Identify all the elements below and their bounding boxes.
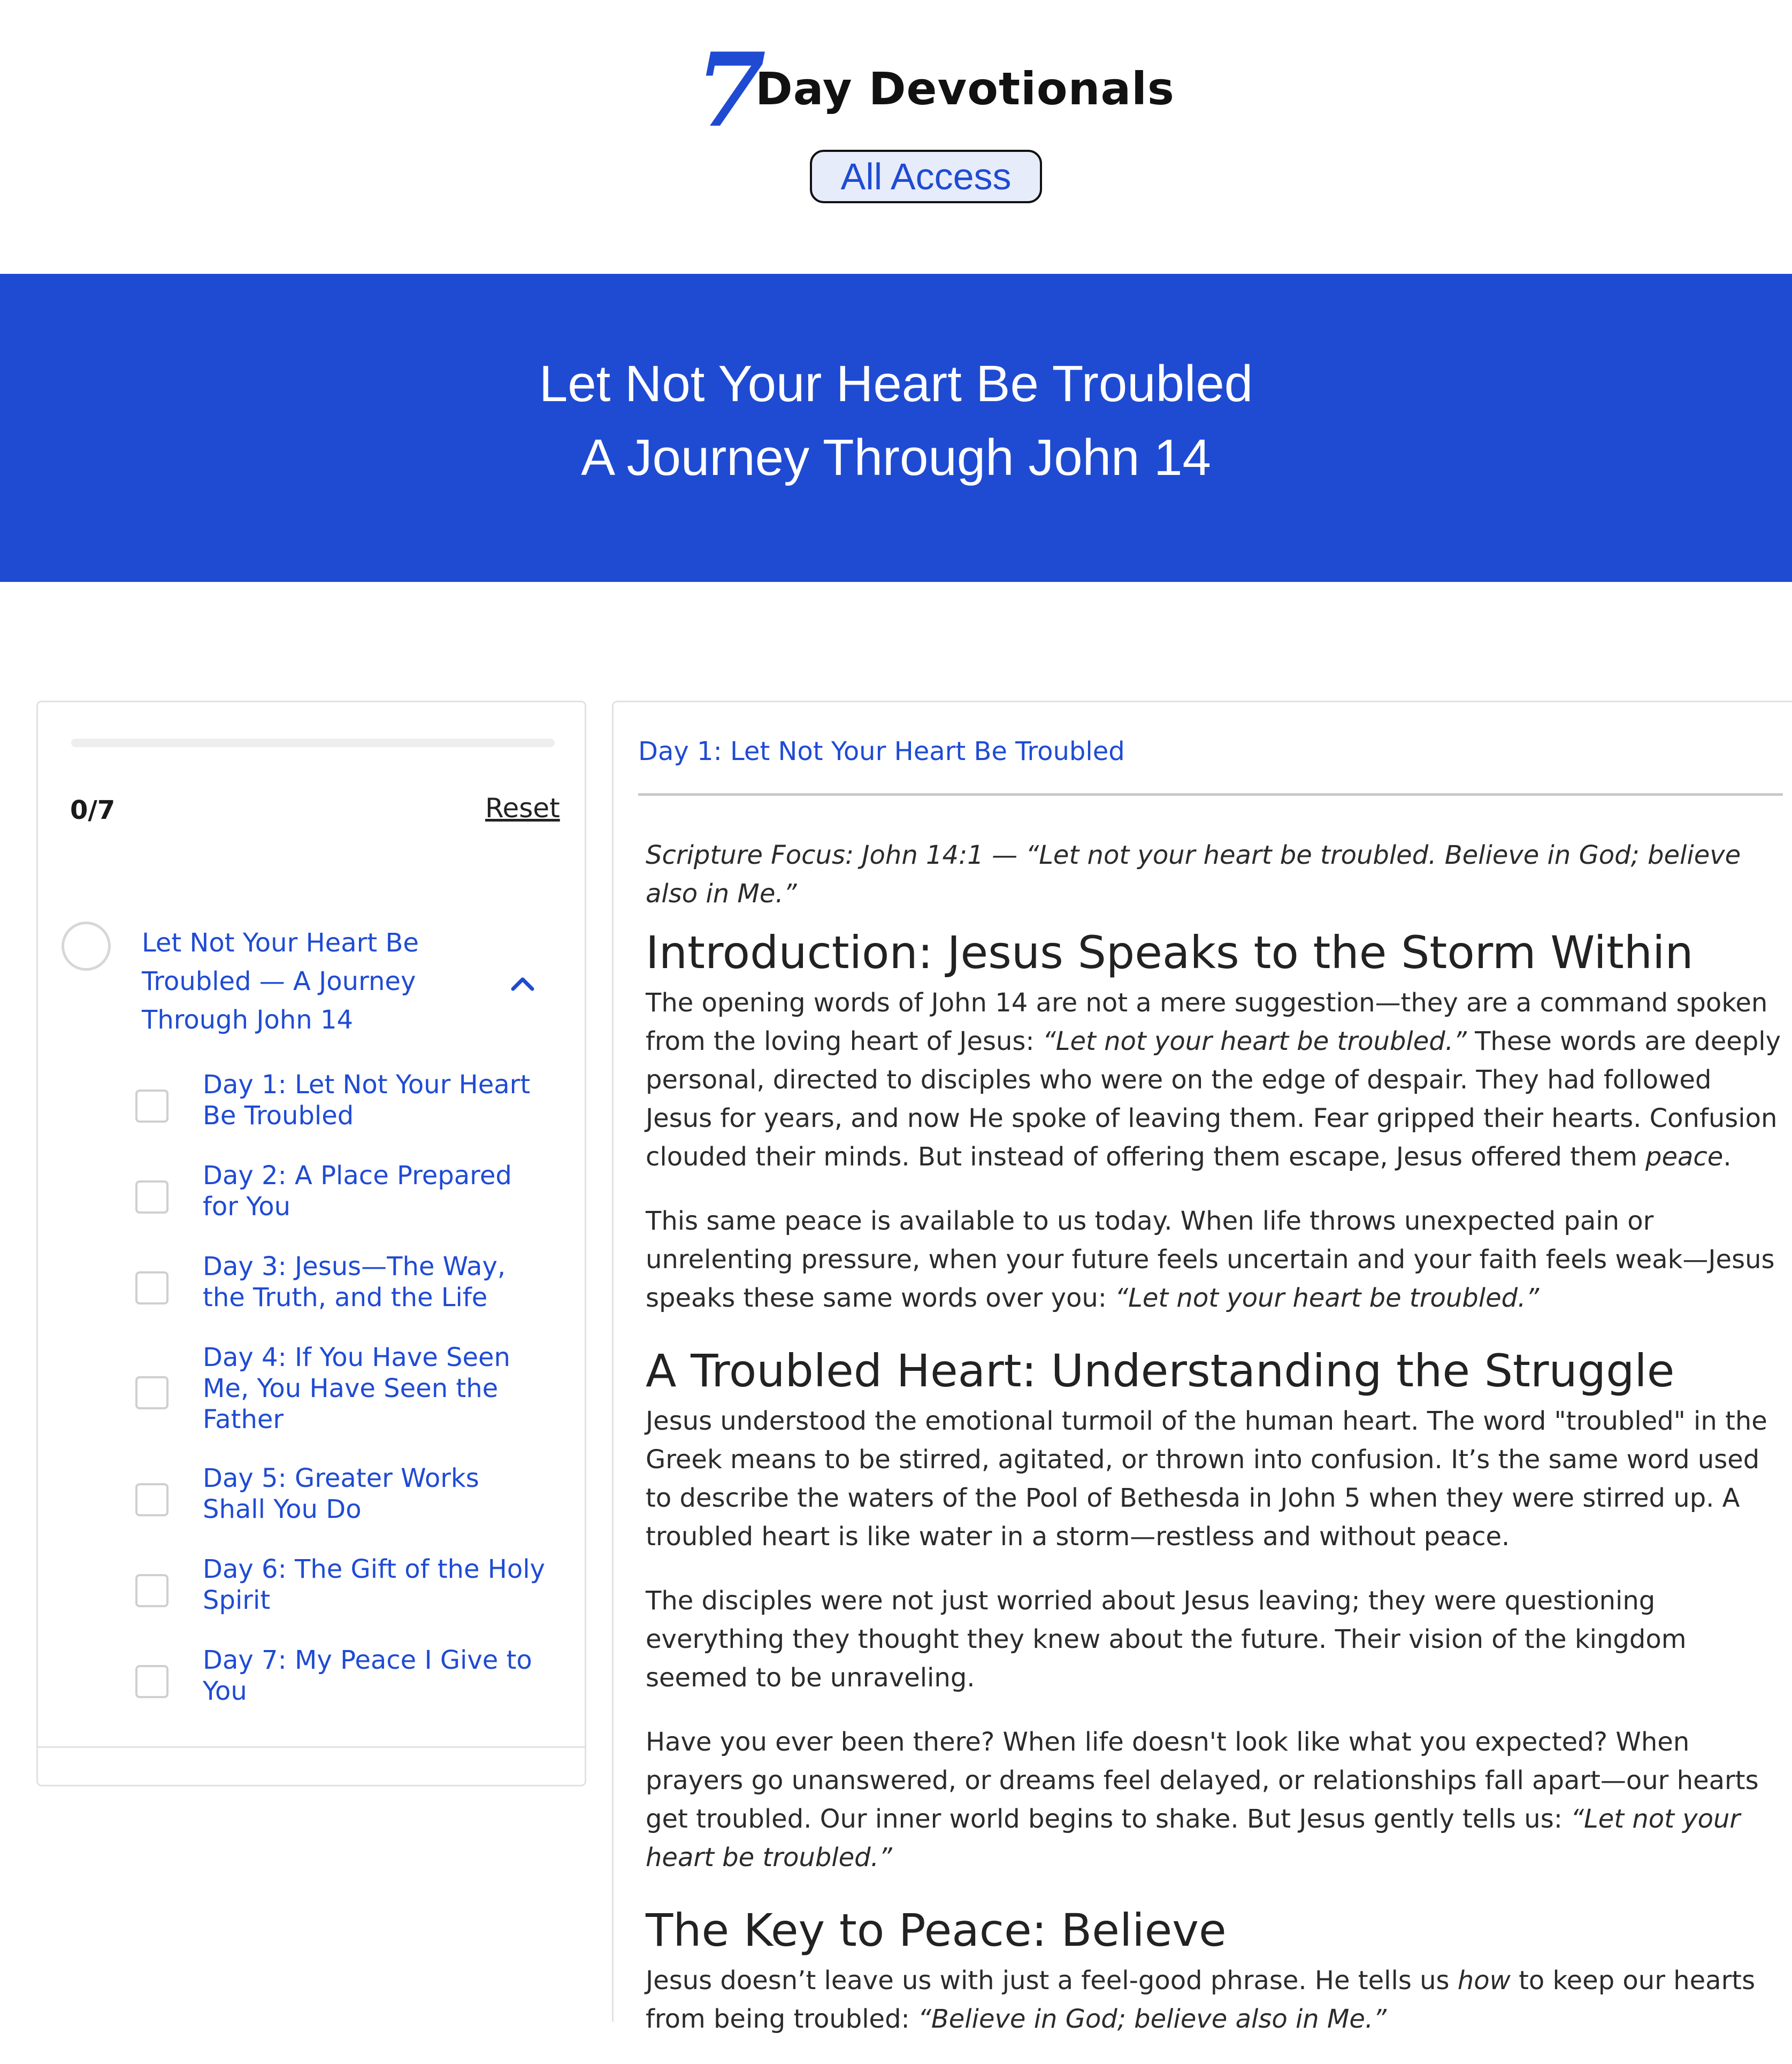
quote: “Let not your heart be troubled.” <box>1115 1283 1540 1313</box>
lesson-checkbox[interactable] <box>135 1574 169 1607</box>
course-banner <box>0 274 1792 582</box>
lesson-link[interactable]: Day 6: The Gift of the Holy Spirit <box>203 1554 545 1615</box>
progress-count: 0/7 <box>70 795 116 825</box>
lesson-checkbox[interactable] <box>135 1665 169 1698</box>
lesson-checkbox[interactable] <box>135 1089 169 1123</box>
quote: “Believe in God; believe also in Me.” <box>917 2004 1387 2034</box>
text: These words are deeply personal, directed to disciples who were on the edge of despair. They had followed Jesus for years, and now He spoke of leaving them. Fear gripped their hearts. Confusion clouded their minds. But instead of offering them escape, Jesus offered them <box>646 1026 1781 1172</box>
text: Have you ever been there? When life doesn't look like what you expected? When prayers go unanswered, or dreams feel delayed, or relationships fall apart—our hearts get troubled. Our inner world begins to shake. But Jesus gently tells us: <box>646 1727 1759 1834</box>
text: This same peace is available to us today. When life throws unexpected pain or unrelenting pressure, when your future feels uncertain and your faith feels weak—Jesus speaks these same words over you: <box>646 1206 1775 1313</box>
course-status-circle-icon <box>62 922 111 971</box>
section-heading-key: The Key to Peace: Believe <box>646 1904 1227 1956</box>
lesson-link[interactable]: Day 1: Let Not Your Heart Be Troubled <box>203 1070 531 1131</box>
quote: “Let not your heart be troubled.” <box>1042 1026 1467 1056</box>
emphasis: how <box>1457 1966 1511 1996</box>
paragraph-5 <box>646 1723 1785 1877</box>
site-logo[interactable] <box>695 30 1177 150</box>
sidebar-divider <box>38 1746 585 1748</box>
lesson-heading: Day 1: Let Not Your Heart Be Troubled <box>638 736 1125 766</box>
all-access-badge[interactable]: All Access <box>810 150 1042 203</box>
paragraph-3: Jesus understood the emotional turmoil of the human heart. The word "troubled" in the Greek means to be stirred, agitated, or thrown into confusion. It’s the same word used to describe the waters of the Pool of Bethesda in John 5 when they were stirred up. A troubled heart is like water in a storm—restless and without peace. <box>646 1406 1767 1552</box>
lesson-checkbox[interactable] <box>135 1271 169 1305</box>
paragraph-1 <box>646 984 1785 1176</box>
text: Jesus doesn’t leave us with just a feel-good phrase. He tells us <box>646 1966 1458 1996</box>
logo-number: 7 <box>695 30 767 150</box>
paragraph-6 <box>646 1961 1785 2038</box>
reset-button[interactable]: Reset <box>485 793 560 824</box>
lesson-checkbox[interactable] <box>135 1180 169 1214</box>
lesson-checkbox[interactable] <box>135 1483 169 1516</box>
text: . <box>1723 1142 1732 1172</box>
section-heading-intro: Introduction: Jesus Speaks to the Storm Within <box>646 926 1694 979</box>
banner-subtitle: A Journey Through John 14 <box>581 429 1211 486</box>
lesson-content <box>612 701 1792 2034</box>
heading-divider <box>638 793 1783 796</box>
banner-title: Let Not Your Heart Be Troubled <box>539 355 1253 412</box>
paragraph-2 <box>646 1202 1785 1317</box>
site-header <box>0 0 1792 274</box>
lesson-link[interactable]: Day 4: If You Have Seen Me, You Have Seen the Father <box>203 1342 510 1434</box>
lesson-link[interactable]: Day 3: Jesus—The Way, the Truth, and the Life <box>203 1252 506 1313</box>
emphasis: peace <box>1645 1142 1724 1172</box>
quote: “Let not your heart be troubled.” <box>646 1804 1741 1873</box>
lesson-link[interactable]: Day 7: My Peace I Give to You <box>203 1645 532 1706</box>
progress-bar <box>71 739 555 747</box>
lesson-link[interactable]: Day 2: A Place Prepared for You <box>203 1161 512 1222</box>
lesson-checkbox[interactable] <box>135 1376 169 1409</box>
text: The opening words of John 14 are not a mere suggestion—they are a command spoken from the loving heart of Jesus: <box>646 988 1768 1056</box>
course-title-link[interactable]: Let Not Your Heart Be Troubled — A Journey Through John 14 <box>142 928 419 1035</box>
paragraph-4: The disciples were not just worried about Jesus leaving; they were questioning everything they thought they knew about the future. Their vision of the kingdom seemed to be unraveling. <box>646 1586 1687 1693</box>
course-sidebar <box>36 701 586 1786</box>
text: to keep our hearts from being troubled: <box>646 1966 1756 2034</box>
lesson-link[interactable]: Day 5: Greater Works Shall You Do <box>203 1463 479 1524</box>
chevron-up-icon[interactable] <box>509 970 537 998</box>
section-heading-struggle: A Troubled Heart: Understanding the Struggle <box>646 1345 1675 1397</box>
scripture-focus: Scripture Focus: John 14:1 — “Let not your heart be troubled. Believe in God; believe also in Me.” <box>646 840 1741 909</box>
devotional-article <box>646 836 1785 2064</box>
logo-text: Day Devotionals <box>755 63 1175 115</box>
